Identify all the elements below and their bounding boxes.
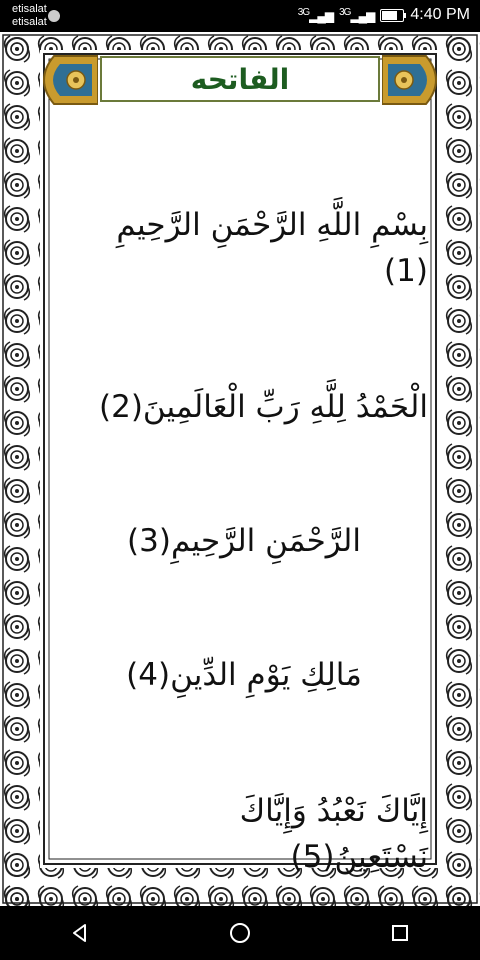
square-recents-icon [389,922,411,944]
navigation-bar [0,906,480,960]
battery-fill [382,11,397,20]
title-box [100,56,380,102]
page-title: الفاتحه [190,62,290,96]
left-ornament-icon [34,52,98,108]
carrier-name-2: etisalat [12,16,47,28]
verse-1 [60,202,428,294]
circle-home-icon [228,921,252,945]
carrier-labels [12,3,47,29]
verse-3 [60,518,428,564]
verse-2 [60,384,428,430]
battery-icon [380,9,404,22]
ornamental-border [0,32,480,906]
verse-4-text: مَالِكِ يَوْمِ الدِّينِ(4) [126,657,362,693]
carrier-name-1: etisalat [12,3,47,15]
signal-label-2: 3G [339,7,351,18]
signal-icon-1: $^{3G}$▂▄▆ [297,7,334,23]
signal-icon-2: $^{3G}$▂▄▆ [339,7,375,23]
recents-button[interactable] [370,913,430,953]
back-button[interactable] [50,913,110,953]
verse-5 [60,788,428,880]
verse-1-number: (1) [384,253,428,289]
surah-title-banner [34,52,446,108]
verse-1-text: بِسْمِ اللَّهِ الرَّحْمَنِ الرَّحِيمِ [116,207,428,243]
quran-page[interactable] [0,32,480,906]
status-bar [0,0,480,32]
verse-2-text: الْحَمْدُ لِلَّهِ رَبِّ الْعَالَمِينَ(2) [98,389,428,425]
verse-3-text: الرَّحْمَنِ الرَّحِيمِ(3) [127,523,361,559]
notification-icon [48,10,60,22]
clock: 4:40 PM [410,6,470,23]
status-indicators [298,6,470,24]
triangle-back-icon [69,922,91,944]
right-ornament-icon [382,52,446,108]
verse-5-continued: نَسْتَعِينُ(5) [290,839,428,875]
verse-4 [60,652,428,698]
home-button[interactable] [210,913,270,953]
verse-5-text: إِيَّاكَ نَعْبُدُ وَإِيَّاكَ [239,793,428,829]
signal-label-1: 3G [297,7,310,18]
